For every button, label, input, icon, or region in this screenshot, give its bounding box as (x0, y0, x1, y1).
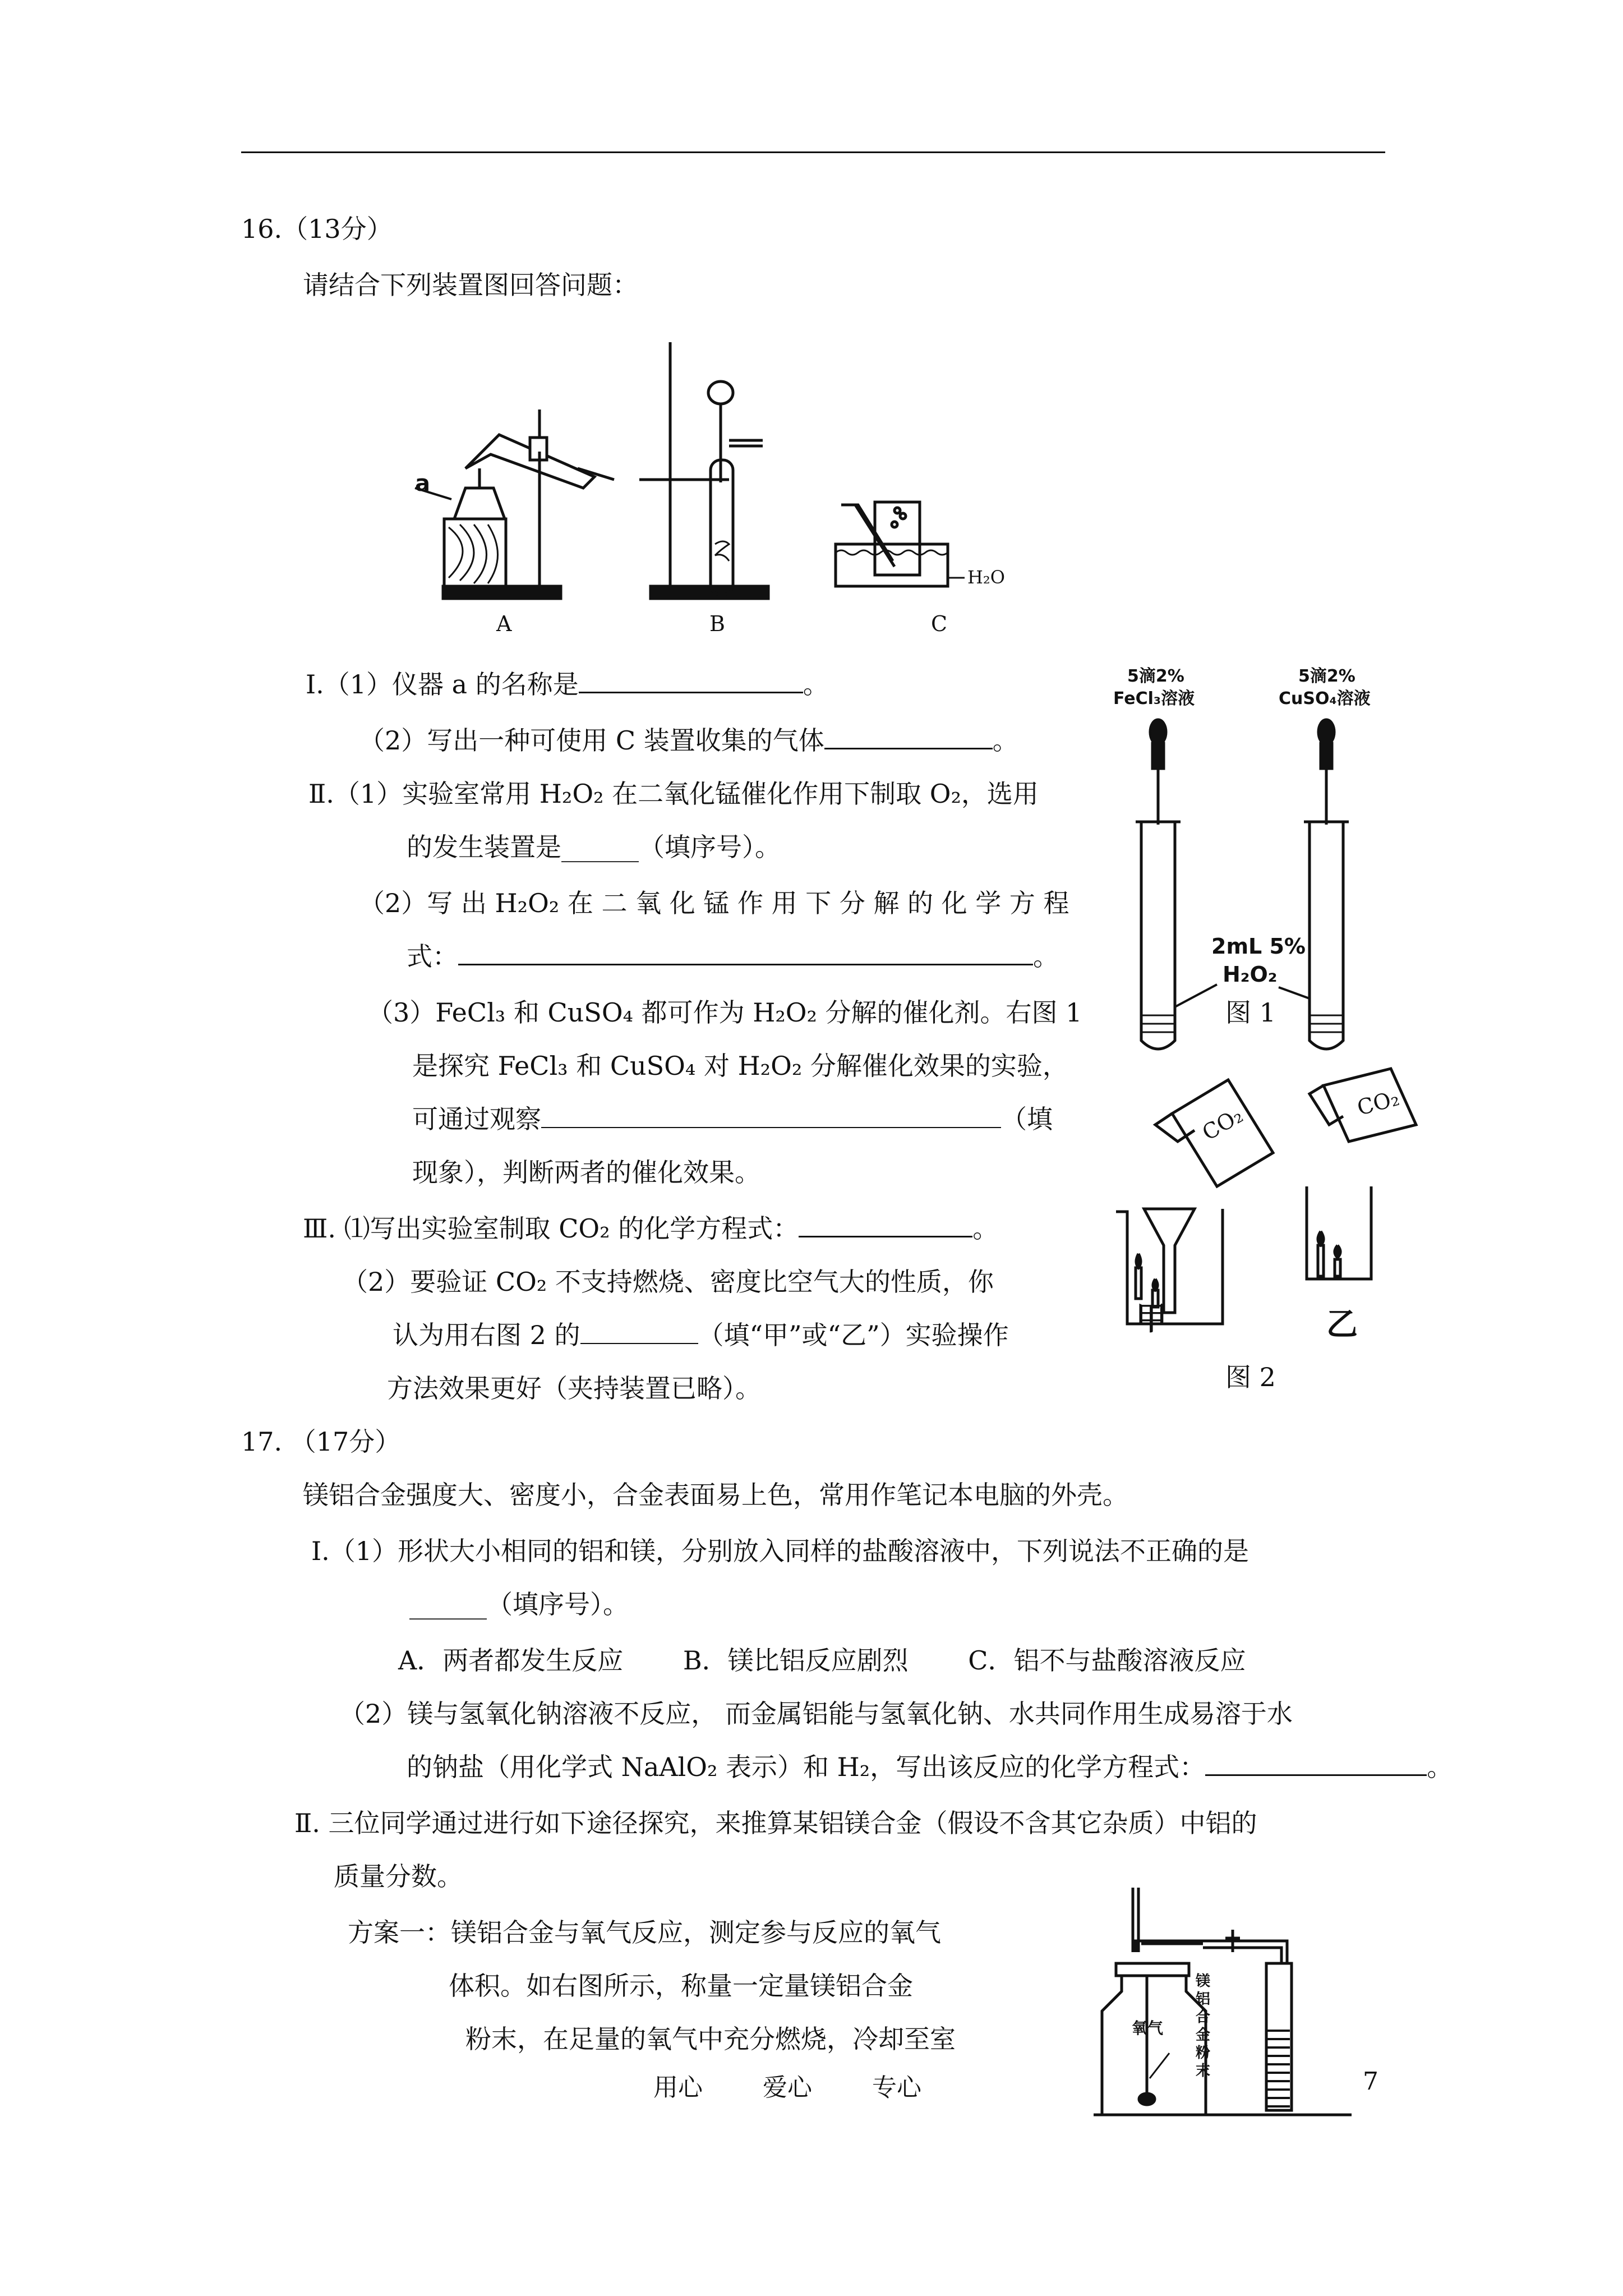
figure-3 (1088, 1885, 1357, 2120)
figure-1-caption: 图 1 (1225, 997, 1276, 1028)
svg-text:粉: 粉 (1196, 2045, 1211, 2062)
footer-item-3: 专心 (872, 2073, 921, 2102)
q17-intro: 镁铝合金强度大、密度小，合金表面易上色，常用作笔记本电脑的外壳。 (303, 1480, 1128, 1510)
q16-II2a: （2）写 出 H₂O₂ 在 二 氧 化 锰 作 用 下 分 解 的 化 学 方 程 (359, 888, 1069, 918)
q16-I1: Ⅰ.（1）仪器 a 的名称是 。 (306, 669, 829, 700)
q16-III1: Ⅲ. ⑴写出实验室制取 CO₂ 的化学方程式： 。 (303, 1213, 999, 1244)
q17-IIa: Ⅱ. 三位同学通过进行如下途径探究，来推算某铝镁合金（假设不含其它杂质）中铝的 (294, 1808, 1257, 1838)
fig-label-c: C (931, 611, 948, 636)
q16-II3a: （3）FeCl₃ 和 CuSO₄ 都可作为 H₂O₂ 分解的催化剂。右图 1 (367, 997, 1082, 1028)
q16-III2b: 认为用右图 2 的 （填“甲”或“乙”）实验操作 (393, 1320, 1009, 1350)
q16-number: 16.（13分） (241, 214, 393, 244)
figure-1 (1110, 662, 1413, 1043)
q17-I1a: Ⅰ.（1）形状大小相同的铝和镁，分别放入同样的盐酸溶液中，下列说法不正确的是 (311, 1536, 1249, 1566)
q16-II1b: 的发生装置是______（填序号）。 (407, 832, 781, 862)
answer-blank-II3[interactable] (541, 1105, 1001, 1128)
footer-item-1: 用心 (653, 2073, 703, 2102)
svg-text:CuSO₄溶液: CuSO₄溶液 (1279, 689, 1371, 708)
figure-2-caption: 图 2 (1225, 1362, 1276, 1392)
q17-plan1a: 方案一：镁铝合金与氧气反应，测定参与反应的氧气 (348, 1917, 941, 1948)
svg-text:金: 金 (1196, 2027, 1211, 2044)
answer-blank-III2[interactable] (580, 1320, 698, 1344)
q16-intro: 请结合下列装置图回答问题： (303, 270, 638, 300)
svg-text:氧气: 氧气 (1132, 2019, 1164, 2037)
svg-text:CO₂: CO₂ (1354, 1085, 1402, 1121)
q17-options: A．两者都发生反应 B．镁比铝反应剧烈 C．铝不与盐酸溶液反应 (398, 1645, 1246, 1676)
apparatus-c (836, 502, 965, 586)
footer-item-2: 爱心 (763, 2073, 812, 2102)
q17-plan1b: 体积。如右图所示，称量一定量镁铝合金 (449, 1971, 913, 2001)
svg-text:2mL 5%: 2mL 5% (1211, 934, 1306, 959)
q16-II3d: 现象），判断两者的催化效果。 (412, 1157, 760, 1188)
answer-blank-I2[interactable] (824, 725, 993, 749)
q16-II3b: 是探究 FeCl₃ 和 CuSO₄ 对 H₂O₂ 分解催化效果的实验， (412, 1051, 1068, 1081)
q17-I1b: ______（填序号）。 (409, 1589, 629, 1619)
q16-I2: （2）写出一种可使用 C 装置收集的气体 。 (359, 725, 1018, 756)
svg-text:镁: 镁 (1196, 1973, 1211, 1990)
header-rule (241, 151, 1385, 153)
answer-blank-III1[interactable] (799, 1213, 972, 1237)
svg-text:铝: 铝 (1196, 1991, 1211, 2008)
svg-text:合: 合 (1196, 2009, 1211, 2026)
q16-II3c: 可通过观察 （填 (412, 1104, 1053, 1134)
svg-text:5滴2%: 5滴2% (1127, 666, 1184, 686)
q16-II2b: 式： 。 (407, 941, 1059, 972)
figure-2 (1110, 1060, 1424, 1352)
q16-III2a: （2）要验证 CO₂ 不支持燃烧、密度比空气大的性质，你 (342, 1267, 994, 1297)
svg-text:H₂O₂: H₂O₂ (1223, 962, 1278, 987)
q17-number: 17. （17分） (241, 1427, 401, 1457)
fig-label-b: B (709, 611, 725, 636)
q17-plan1c: 粉末，在足量的氧气中充分燃烧，冷却至室 (465, 2024, 956, 2054)
label-h2o: H₂O (967, 567, 1005, 588)
apparatus-a (415, 409, 614, 599)
q17-IIb: 质量分数。 (334, 1861, 463, 1892)
answer-blank-II2[interactable] (458, 941, 1033, 965)
svg-text:乙: 乙 (1326, 1306, 1358, 1343)
answer-blank-q17-I2[interactable] (1205, 1752, 1427, 1776)
svg-text:末: 末 (1196, 2063, 1211, 2079)
svg-text:5滴2%: 5滴2% (1298, 666, 1355, 686)
svg-text:FeCl₃溶液: FeCl₃溶液 (1113, 689, 1195, 708)
apparatus-figure (393, 331, 1099, 651)
answer-blank-I1[interactable] (579, 669, 803, 693)
q16-III2c: 方法效果更好（夹持装置已略）。 (387, 1373, 761, 1404)
svg-text:CO₂: CO₂ (1198, 1102, 1247, 1145)
fig-label-a: A (496, 611, 512, 636)
q17-I2b: 的钠盐（用化学式 NaAlO₂ 表示）和 H₂，写出该反应的化学方程式： 。 (407, 1752, 1453, 1782)
apparatus-b (639, 342, 768, 599)
q17-I2a: （2）镁与氢氧化钠溶液不反应， 而金属铝能与氢氧化钠、水共同作用生成易溶于水 (339, 1699, 1293, 1729)
svg-text:甲: 甲 (1136, 1301, 1167, 1337)
label-a: a (415, 471, 430, 496)
q16-II1a: Ⅱ.（1）实验室常用 H₂O₂ 在二氧化锰催化作用下制取 O₂，选用 (308, 779, 1039, 809)
page-number: 7 (1363, 2067, 1378, 2096)
